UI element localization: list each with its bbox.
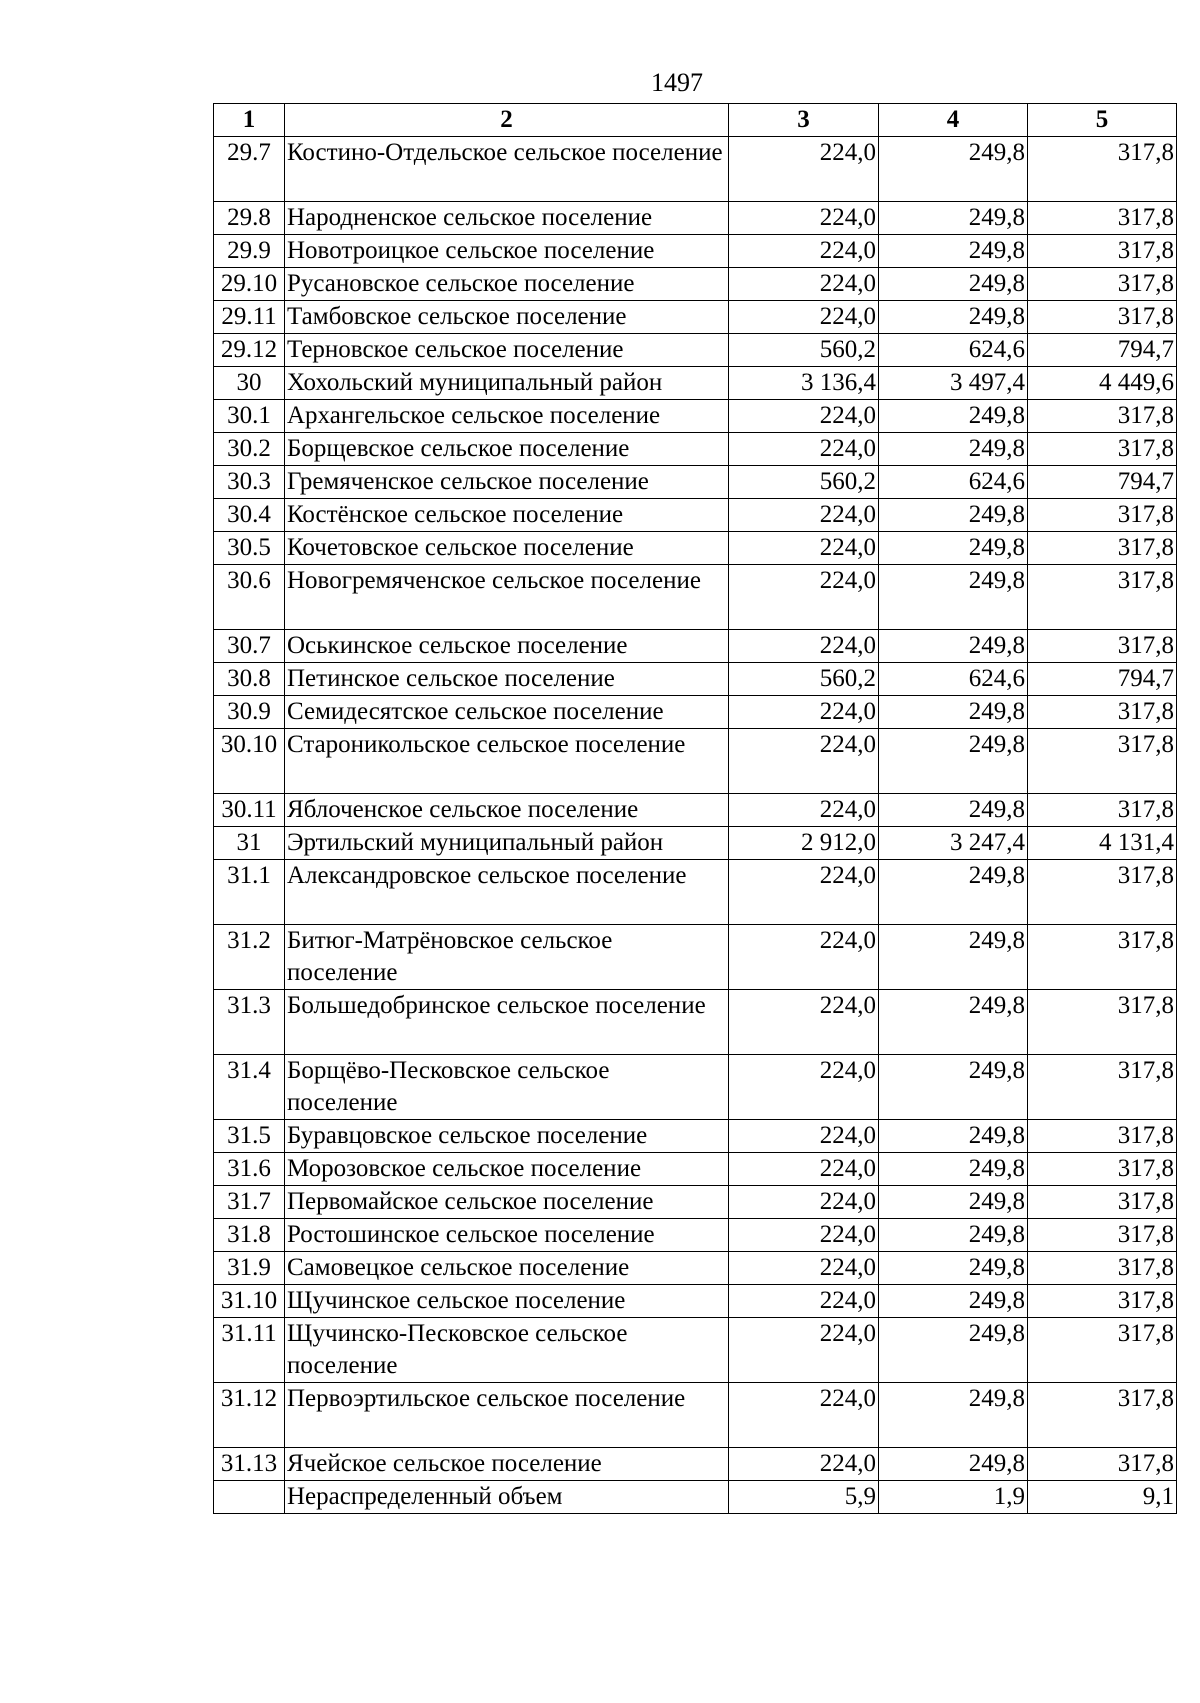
- table-row: [214, 466, 1177, 499]
- row-number-cell: 31.6: [214, 1153, 285, 1186]
- settlement-name-cell: Щучинское сельское поселение: [285, 1285, 729, 1318]
- value-col3-cell: 224,0: [729, 729, 879, 794]
- value-col4-cell: 249,8: [879, 729, 1028, 794]
- allocation-table: [213, 103, 1177, 1514]
- settlement-name-cell: Борщёво-Песковское сельское поселение: [285, 1055, 729, 1120]
- column-header-5: 5: [1028, 104, 1177, 137]
- table-row: [214, 860, 1177, 925]
- value-col5-cell: 317,8: [1028, 268, 1177, 301]
- table-row: [214, 1285, 1177, 1318]
- value-col4-cell: 249,8: [879, 433, 1028, 466]
- table-row: [214, 301, 1177, 334]
- value-col5-cell: 317,8: [1028, 532, 1177, 565]
- table-row: [214, 334, 1177, 367]
- value-col3-cell: 224,0: [729, 433, 879, 466]
- table-row: [214, 1318, 1177, 1383]
- value-col4-cell: 249,8: [879, 794, 1028, 827]
- settlement-name-cell: Архангельское сельское поселение: [285, 400, 729, 433]
- value-col4-cell: 249,8: [879, 990, 1028, 1055]
- row-number-cell: 30.2: [214, 433, 285, 466]
- table-header-row: [214, 104, 1177, 137]
- value-col4-cell: 249,8: [879, 235, 1028, 268]
- value-col5-cell: 317,8: [1028, 794, 1177, 827]
- row-number-cell: 30.7: [214, 630, 285, 663]
- value-col3-cell: 224,0: [729, 499, 879, 532]
- value-col5-cell: 317,8: [1028, 1120, 1177, 1153]
- value-col4-cell: 624,6: [879, 466, 1028, 499]
- value-col5-cell: 9,1: [1028, 1481, 1177, 1514]
- table-row: [214, 1219, 1177, 1252]
- row-number-cell: 29.9: [214, 235, 285, 268]
- value-col5-cell: 317,8: [1028, 499, 1177, 532]
- row-number-cell: 31.2: [214, 925, 285, 990]
- value-col3-cell: 224,0: [729, 1120, 879, 1153]
- table-row: [214, 1153, 1177, 1186]
- table-row: [214, 202, 1177, 235]
- value-col3-cell: 224,0: [729, 630, 879, 663]
- value-col4-cell: 249,8: [879, 925, 1028, 990]
- settlement-name-cell: Тамбовское сельское поселение: [285, 301, 729, 334]
- settlement-name-cell: Первомайское сельское поселение: [285, 1186, 729, 1219]
- row-number-cell: 29.7: [214, 137, 285, 202]
- value-col3-cell: 224,0: [729, 1383, 879, 1448]
- row-number-cell: 30.1: [214, 400, 285, 433]
- row-number-cell: 29.8: [214, 202, 285, 235]
- column-header-3: 3: [729, 104, 879, 137]
- settlement-name-cell: Хохольский муниципальный район: [285, 367, 729, 400]
- row-number-cell: 30.5: [214, 532, 285, 565]
- value-col3-cell: 224,0: [729, 1153, 879, 1186]
- value-col3-cell: 224,0: [729, 301, 879, 334]
- value-col5-cell: 794,7: [1028, 663, 1177, 696]
- value-col3-cell: 224,0: [729, 1318, 879, 1383]
- row-number-cell: 31.13: [214, 1448, 285, 1481]
- settlement-name-cell: Оськинское сельское поселение: [285, 630, 729, 663]
- table-row: [214, 663, 1177, 696]
- value-col5-cell: 317,8: [1028, 1186, 1177, 1219]
- row-number-cell: 31: [214, 827, 285, 860]
- value-col5-cell: 317,8: [1028, 1055, 1177, 1120]
- page-number: 1497: [651, 68, 703, 97]
- settlement-name-cell: Новотроицкое сельское поселение: [285, 235, 729, 268]
- settlement-name-cell: Битюг-Матрёновское сельское поселение: [285, 925, 729, 990]
- settlement-name-cell: Буравцовское сельское поселение: [285, 1120, 729, 1153]
- column-header-1: 1: [214, 104, 285, 137]
- table-row: [214, 1383, 1177, 1448]
- table-row: [214, 367, 1177, 400]
- settlement-name-cell: Щучинско-Песковское сельское поселение: [285, 1318, 729, 1383]
- settlement-name-cell: Русановское сельское поселение: [285, 268, 729, 301]
- value-col4-cell: 249,8: [879, 400, 1028, 433]
- value-col5-cell: 317,8: [1028, 400, 1177, 433]
- value-col5-cell: 317,8: [1028, 729, 1177, 794]
- row-number-cell: 31.9: [214, 1252, 285, 1285]
- settlement-name-cell: Борщевское сельское поселение: [285, 433, 729, 466]
- row-number-cell: [214, 1481, 285, 1514]
- table-row: [214, 729, 1177, 794]
- value-col3-cell: 224,0: [729, 268, 879, 301]
- value-col4-cell: 249,8: [879, 1383, 1028, 1448]
- row-number-cell: 30.6: [214, 565, 285, 630]
- value-col3-cell: 3 136,4: [729, 367, 879, 400]
- value-col5-cell: 317,8: [1028, 990, 1177, 1055]
- value-col4-cell: 249,8: [879, 532, 1028, 565]
- value-col3-cell: 5,9: [729, 1481, 879, 1514]
- settlement-name-cell: Ростошинское сельское поселение: [285, 1219, 729, 1252]
- value-col5-cell: 317,8: [1028, 565, 1177, 630]
- row-number-cell: 30.9: [214, 696, 285, 729]
- settlement-name-cell: Нераспределенный объем: [285, 1481, 729, 1514]
- value-col5-cell: 317,8: [1028, 1219, 1177, 1252]
- settlement-name-cell: Эртильский муниципальный район: [285, 827, 729, 860]
- value-col4-cell: 249,8: [879, 860, 1028, 925]
- value-col3-cell: 224,0: [729, 565, 879, 630]
- row-number-cell: 30.11: [214, 794, 285, 827]
- value-col4-cell: 249,8: [879, 1120, 1028, 1153]
- row-number-cell: 30.3: [214, 466, 285, 499]
- value-col5-cell: 317,8: [1028, 137, 1177, 202]
- row-number-cell: 30: [214, 367, 285, 400]
- settlement-name-cell: Терновское сельское поселение: [285, 334, 729, 367]
- value-col5-cell: 317,8: [1028, 1383, 1177, 1448]
- settlement-name-cell: Гремяченское сельское поселение: [285, 466, 729, 499]
- value-col3-cell: 224,0: [729, 860, 879, 925]
- value-col3-cell: 560,2: [729, 334, 879, 367]
- value-col5-cell: 317,8: [1028, 1285, 1177, 1318]
- value-col5-cell: 317,8: [1028, 1318, 1177, 1383]
- row-number-cell: 29.11: [214, 301, 285, 334]
- value-col3-cell: 224,0: [729, 925, 879, 990]
- row-number-cell: 30.10: [214, 729, 285, 794]
- row-number-cell: 31.3: [214, 990, 285, 1055]
- row-number-cell: 31.10: [214, 1285, 285, 1318]
- row-number-cell: 30.4: [214, 499, 285, 532]
- table-row: [214, 1055, 1177, 1120]
- value-col3-cell: 224,0: [729, 1448, 879, 1481]
- value-col5-cell: 317,8: [1028, 696, 1177, 729]
- table-row: [214, 400, 1177, 433]
- settlement-name-cell: Староникольское сельское поселение: [285, 729, 729, 794]
- table-row: [214, 990, 1177, 1055]
- settlement-name-cell: Ячейское сельское поселение: [285, 1448, 729, 1481]
- table-row: [214, 1186, 1177, 1219]
- row-number-cell: 31.8: [214, 1219, 285, 1252]
- settlement-name-cell: Большедобринское сельское поселение: [285, 990, 729, 1055]
- value-col3-cell: 224,0: [729, 1285, 879, 1318]
- value-col5-cell: 4 131,4: [1028, 827, 1177, 860]
- row-number-cell: 30.8: [214, 663, 285, 696]
- table-row: [214, 925, 1177, 990]
- value-col4-cell: 3 247,4: [879, 827, 1028, 860]
- table-row: [214, 1448, 1177, 1481]
- column-header-2: 2: [285, 104, 729, 137]
- value-col3-cell: 224,0: [729, 1252, 879, 1285]
- value-col4-cell: 249,8: [879, 565, 1028, 630]
- value-col3-cell: 560,2: [729, 466, 879, 499]
- table-row: [214, 630, 1177, 663]
- settlement-name-cell: Яблоченское сельское поселение: [285, 794, 729, 827]
- value-col5-cell: 317,8: [1028, 860, 1177, 925]
- table-row: [214, 1252, 1177, 1285]
- table-row: [214, 499, 1177, 532]
- value-col5-cell: 317,8: [1028, 1153, 1177, 1186]
- value-col4-cell: 249,8: [879, 1186, 1028, 1219]
- value-col3-cell: 224,0: [729, 235, 879, 268]
- value-col4-cell: 249,8: [879, 1153, 1028, 1186]
- value-col5-cell: 317,8: [1028, 301, 1177, 334]
- table-row: [214, 1481, 1177, 1514]
- value-col3-cell: 560,2: [729, 663, 879, 696]
- table-row: [214, 794, 1177, 827]
- value-col4-cell: 249,8: [879, 1219, 1028, 1252]
- row-number-cell: 29.10: [214, 268, 285, 301]
- table-row: [214, 235, 1177, 268]
- value-col4-cell: 3 497,4: [879, 367, 1028, 400]
- value-col4-cell: 249,8: [879, 630, 1028, 663]
- value-col4-cell: 249,8: [879, 499, 1028, 532]
- settlement-name-cell: Морозовское сельское поселение: [285, 1153, 729, 1186]
- value-col4-cell: 249,8: [879, 1285, 1028, 1318]
- value-col5-cell: 317,8: [1028, 925, 1177, 990]
- value-col4-cell: 249,8: [879, 1055, 1028, 1120]
- value-col5-cell: 317,8: [1028, 235, 1177, 268]
- table-row: [214, 268, 1177, 301]
- value-col3-cell: 224,0: [729, 400, 879, 433]
- value-col4-cell: 249,8: [879, 301, 1028, 334]
- value-col5-cell: 317,8: [1028, 1252, 1177, 1285]
- value-col3-cell: 2 912,0: [729, 827, 879, 860]
- value-col4-cell: 1,9: [879, 1481, 1028, 1514]
- value-col4-cell: 249,8: [879, 202, 1028, 235]
- value-col3-cell: 224,0: [729, 1219, 879, 1252]
- value-col4-cell: 249,8: [879, 268, 1028, 301]
- settlement-name-cell: Народненское сельское поселение: [285, 202, 729, 235]
- value-col3-cell: 224,0: [729, 202, 879, 235]
- value-col3-cell: 224,0: [729, 696, 879, 729]
- value-col5-cell: 317,8: [1028, 1448, 1177, 1481]
- row-number-cell: 29.12: [214, 334, 285, 367]
- value-col3-cell: 224,0: [729, 137, 879, 202]
- settlement-name-cell: Первоэртильское сельское поселение: [285, 1383, 729, 1448]
- row-number-cell: 31.11: [214, 1318, 285, 1383]
- value-col3-cell: 224,0: [729, 794, 879, 827]
- value-col3-cell: 224,0: [729, 532, 879, 565]
- value-col3-cell: 224,0: [729, 990, 879, 1055]
- settlement-name-cell: Костино-Отдельское сельское поселение: [285, 137, 729, 202]
- value-col3-cell: 224,0: [729, 1055, 879, 1120]
- row-number-cell: 31.12: [214, 1383, 285, 1448]
- row-number-cell: 31.1: [214, 860, 285, 925]
- settlement-name-cell: Новогремяченское сельское поселение: [285, 565, 729, 630]
- settlement-name-cell: Александровское сельское поселение: [285, 860, 729, 925]
- value-col5-cell: 317,8: [1028, 630, 1177, 663]
- table-row: [214, 565, 1177, 630]
- settlement-name-cell: Семидесятское сельское поселение: [285, 696, 729, 729]
- row-number-cell: 31.5: [214, 1120, 285, 1153]
- value-col4-cell: 249,8: [879, 1252, 1028, 1285]
- value-col5-cell: 4 449,6: [1028, 367, 1177, 400]
- value-col5-cell: 794,7: [1028, 466, 1177, 499]
- row-number-cell: 31.7: [214, 1186, 285, 1219]
- table-row: [214, 137, 1177, 202]
- row-number-cell: 31.4: [214, 1055, 285, 1120]
- value-col4-cell: 624,6: [879, 663, 1028, 696]
- column-header-4: 4: [879, 104, 1028, 137]
- value-col4-cell: 249,8: [879, 696, 1028, 729]
- table-row: [214, 532, 1177, 565]
- value-col4-cell: 249,8: [879, 137, 1028, 202]
- settlement-name-cell: Кочетовское сельское поселение: [285, 532, 729, 565]
- settlement-name-cell: Костёнское сельское поселение: [285, 499, 729, 532]
- table-row: [214, 827, 1177, 860]
- table-row: [214, 696, 1177, 729]
- value-col4-cell: 249,8: [879, 1318, 1028, 1383]
- table-row: [214, 433, 1177, 466]
- settlement-name-cell: Самовецкое сельское поселение: [285, 1252, 729, 1285]
- value-col5-cell: 317,8: [1028, 433, 1177, 466]
- value-col4-cell: 249,8: [879, 1448, 1028, 1481]
- settlement-name-cell: Петинское сельское поселение: [285, 663, 729, 696]
- value-col4-cell: 624,6: [879, 334, 1028, 367]
- value-col3-cell: 224,0: [729, 1186, 879, 1219]
- value-col5-cell: 794,7: [1028, 334, 1177, 367]
- table-row: [214, 1120, 1177, 1153]
- value-col5-cell: 317,8: [1028, 202, 1177, 235]
